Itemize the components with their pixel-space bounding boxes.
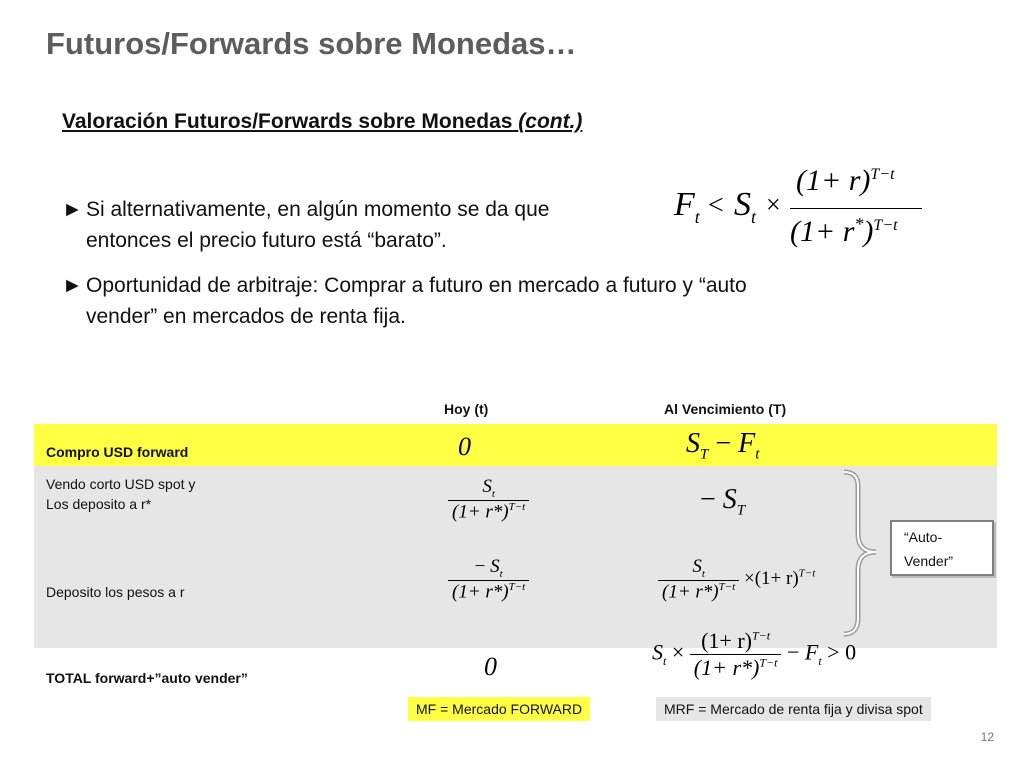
deposito-venc-mult: (1+ r) xyxy=(754,567,799,589)
bullet-2 xyxy=(62,270,962,332)
formula-s-sub: t xyxy=(751,206,757,227)
row-label-vendo-line2: Los deposito a r* xyxy=(46,496,152,512)
deposito-venc-times: × xyxy=(743,567,755,589)
total-venc-s: S xyxy=(652,639,663,665)
total-venc-f-sub: t xyxy=(818,653,822,668)
compro-venc-f: F xyxy=(738,428,756,459)
vendo-venc-minus: − xyxy=(700,484,716,515)
compro-venc-minus: − xyxy=(715,428,732,459)
main-inequality-formula xyxy=(672,160,952,260)
row-label-total: TOTAL forward+”auto vender” xyxy=(46,670,248,686)
total-venc-f: F xyxy=(804,639,819,665)
total-venc-gt: > 0 xyxy=(827,639,857,665)
vendo-hoy-den: (1+ r*) xyxy=(452,501,509,523)
deposito-hoy-minus: − xyxy=(474,556,486,577)
bullet-1 xyxy=(62,194,662,256)
column-header-vencimiento: Al Vencimiento (T) xyxy=(664,401,787,417)
bullet-marker-icon: ► xyxy=(62,274,83,297)
total-venc-minus: − xyxy=(786,639,800,665)
total-venc-times: × xyxy=(671,639,685,665)
row-label-vendo-line1: Vendo corto USD spot y xyxy=(46,476,196,492)
bullet-1-line1: Si alternativamente, en algún momento se da que xyxy=(86,198,550,221)
formula-s: S xyxy=(734,186,751,223)
total-hoy-value: 0 xyxy=(484,652,497,681)
total-venc-den-exp: T−t xyxy=(759,655,778,670)
total-venc-num: (1+ r) xyxy=(701,628,752,653)
vendo-venc-s-sub: T xyxy=(736,502,746,519)
bullet-1-line2: entonces el precio futuro está “barato”. xyxy=(86,229,447,252)
compro-venc-f-sub: t xyxy=(755,446,760,463)
formula-less-than: < xyxy=(708,190,724,221)
formula-denominator-star: * xyxy=(854,214,864,234)
formula-times: × xyxy=(766,190,781,219)
deposito-hoy-num: S xyxy=(490,556,500,577)
total-venc-num-exp: T−t xyxy=(751,628,771,643)
deposito-venc-num-sub: t xyxy=(701,567,705,580)
auto-vender-line2: Vender” xyxy=(904,553,954,569)
vendo-hoy-num-sub: t xyxy=(491,487,495,500)
row-label-compro: Compro USD forward xyxy=(46,444,189,460)
total-venc-s-sub: t xyxy=(663,653,667,668)
deposito-venc-num: S xyxy=(692,556,702,577)
legend-mf-tag: MF = Mercado FORWARD xyxy=(408,697,590,721)
deposito-hoy-den-exp: T−t xyxy=(508,580,526,593)
deposito-hoy-num-sub: t xyxy=(499,567,503,580)
auto-vender-line1: “Auto- xyxy=(904,529,943,545)
slide-subtitle xyxy=(62,110,582,134)
formula-denominator-close: ) xyxy=(863,215,874,248)
deposito-hoy-formula xyxy=(448,556,529,603)
subtitle-main: Valoración Futuros/Forwards sobre Monedas xyxy=(62,110,513,133)
bullet-marker-icon: ► xyxy=(62,198,83,221)
vendo-hoy-formula xyxy=(448,476,529,523)
formula-numerator: (1+ r) xyxy=(796,164,871,197)
formula-fraction-bar xyxy=(790,208,922,209)
formula-lhs-sub: t xyxy=(694,206,700,227)
subtitle-italic: (cont.) xyxy=(518,110,583,133)
curly-brace-icon xyxy=(836,468,886,638)
column-header-hoy: Hoy (t) xyxy=(444,401,489,417)
vendo-venc-s: S xyxy=(722,484,737,515)
total-venc-den: (1+ r*) xyxy=(693,655,760,680)
vendo-hoy-num: S xyxy=(482,476,492,497)
vendo-hoy-den-exp: T−t xyxy=(508,500,526,513)
compro-venc-s-sub: T xyxy=(700,446,709,463)
bullet-2-line2: vender” en mercados de renta fija. xyxy=(86,305,406,328)
deposito-venc-den: (1+ r*) xyxy=(662,581,719,603)
deposito-venc-mult-exp: T−t xyxy=(798,567,816,580)
formula-lhs: F xyxy=(674,186,695,223)
deposito-hoy-den: (1+ r*) xyxy=(452,581,509,603)
deposito-venc-den-exp: T−t xyxy=(718,580,736,593)
compro-venc-s: S xyxy=(686,428,700,459)
deposito-venc-formula xyxy=(658,556,815,603)
total-venc-formula xyxy=(652,628,856,681)
formula-denominator: (1+ r xyxy=(790,215,855,248)
row-label-deposito: Deposito los pesos a r xyxy=(46,584,185,600)
formula-numerator-exp: T−t xyxy=(870,166,895,183)
bullet-2-line1: Oportunidad de arbitraje: Comprar a futuro en mercado a futuro y “auto xyxy=(86,274,747,297)
row-label-vendo xyxy=(46,474,195,514)
vendo-venc-formula xyxy=(700,484,745,520)
compro-venc-formula xyxy=(686,428,759,464)
slide-title: Futuros/Forwards sobre Monedas… xyxy=(46,26,577,61)
compro-hoy-value: 0 xyxy=(458,432,471,461)
page-number: 12 xyxy=(980,730,994,744)
legend-mrf-tag: MRF = Mercado de renta fija y divisa spot xyxy=(656,697,931,721)
auto-vender-box xyxy=(890,520,994,576)
formula-denominator-exp: T−t xyxy=(873,217,898,234)
